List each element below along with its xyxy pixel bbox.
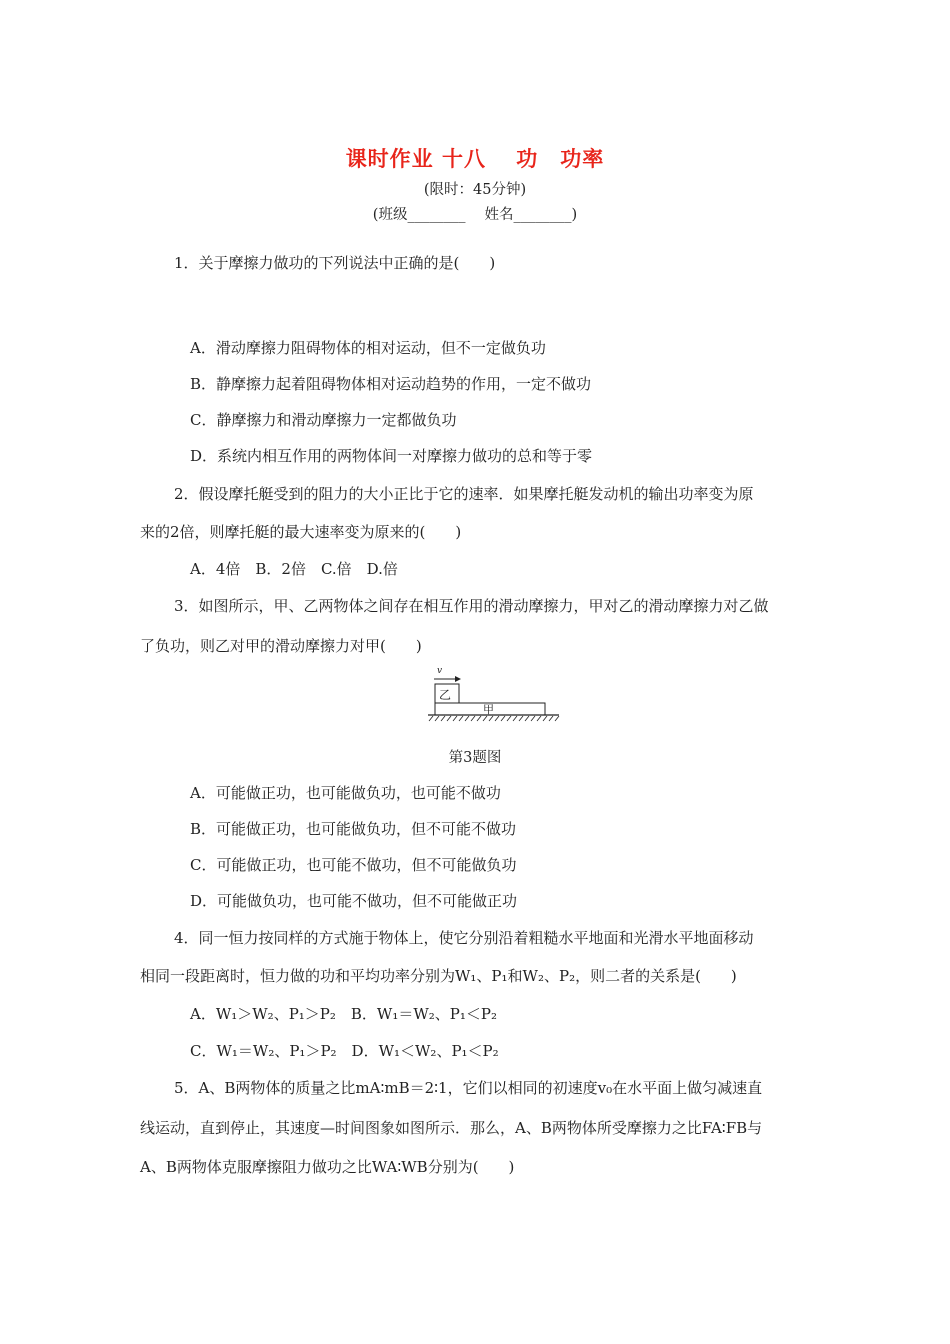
q3-stem-line2: 了负功，则乙对甲的滑动摩擦力对甲( ) xyxy=(140,637,422,655)
q2-options: A．4倍 B．2倍 C.倍 D.倍 xyxy=(190,560,398,578)
q4-stem-line1: 4．同一恒力按同样的方式施于物体上，使它分别沿着粗糙水平地面和光滑水平地面移动 xyxy=(174,929,754,947)
q3-figure-caption: 第3题图 xyxy=(448,750,502,766)
q1-option-a: A．滑动摩擦力阻碍物体的相对运动，但不一定做负功 xyxy=(190,339,546,357)
block-jia-label: 甲 xyxy=(483,703,494,716)
q2-stem-line2: 来的2倍，则摩托艇的最大速率变为原来的( ) xyxy=(140,523,462,541)
q3-option-a: A．可能做正功，也可能做负功，也可能不做功 xyxy=(190,784,501,802)
q1-option-c: C．静摩擦力和滑动摩擦力一定都做负功 xyxy=(190,411,457,429)
velocity-label: v xyxy=(437,666,443,676)
q3-option-c: C．可能做正功，也可能不做功，但不可能做负功 xyxy=(190,856,517,874)
q5-stem-line2: 线运动，直到停止，其速度—时间图象如图所示．那么，A、B两物体所受摩擦力之比FA∶FB与 xyxy=(140,1119,763,1137)
q3-stem-line1: 3．如图所示，甲、乙两物体之间存在相互作用的滑动摩擦力，甲对乙的滑动摩擦力对乙做 xyxy=(174,597,769,615)
q1-stem: 1．关于摩擦力做功的下列说法中正确的是( ) xyxy=(174,254,496,272)
q2-stem-line1: 2．假设摩托艇受到的阻力的大小正比于它的速率．如果摩托艇发动机的输出功率变为原 xyxy=(174,485,754,503)
q3-option-b: B．可能做正功，也可能做负功，但不可能不做功 xyxy=(190,820,517,838)
velocity-arrowhead xyxy=(455,676,461,682)
q1-option-d: D．系统内相互作用的两物体间一对摩擦力做功的总和等于零 xyxy=(190,447,593,465)
block-yi-label: 乙 xyxy=(439,688,452,702)
q4-stem-line2: 相同一段距离时，恒力做的功和平均功率分别为W₁、P₁和W₂、P₂，则二者的关系是( ) xyxy=(140,967,737,985)
q1-option-b: B．静摩擦力起着阻碍物体相对运动趋势的作用，一定不做功 xyxy=(190,375,592,393)
time-limit: (限时：45分钟) xyxy=(423,182,527,198)
q4-options-line2: C．W₁＝W₂、P₁＞P₂ D．W₁＜W₂、P₁＜P₂ xyxy=(190,1042,499,1060)
q5-stem-line3: A、B两物体克服摩擦阻力做功之比WA∶WB分别为( ) xyxy=(140,1158,515,1176)
q3-figure xyxy=(425,663,565,725)
q4-options-line1: A．W₁＞W₂、P₁＞P₂ B．W₁＝W₂、P₁＜P₂ xyxy=(190,1005,498,1023)
q3-option-d: D．可能做负功，也可能不做功，但不可能做正功 xyxy=(190,892,518,910)
q5-stem-line1: 5．A、B两物体的质量之比mA∶mB＝2∶1，它们以相同的初速度v₀在水平面上做匀减速直 xyxy=(174,1079,763,1097)
class-name-line: (班级________ 姓名________) xyxy=(372,207,578,223)
ground-hatching xyxy=(429,716,559,721)
page-title: 课时作业 十八 功 功率 xyxy=(345,147,605,171)
